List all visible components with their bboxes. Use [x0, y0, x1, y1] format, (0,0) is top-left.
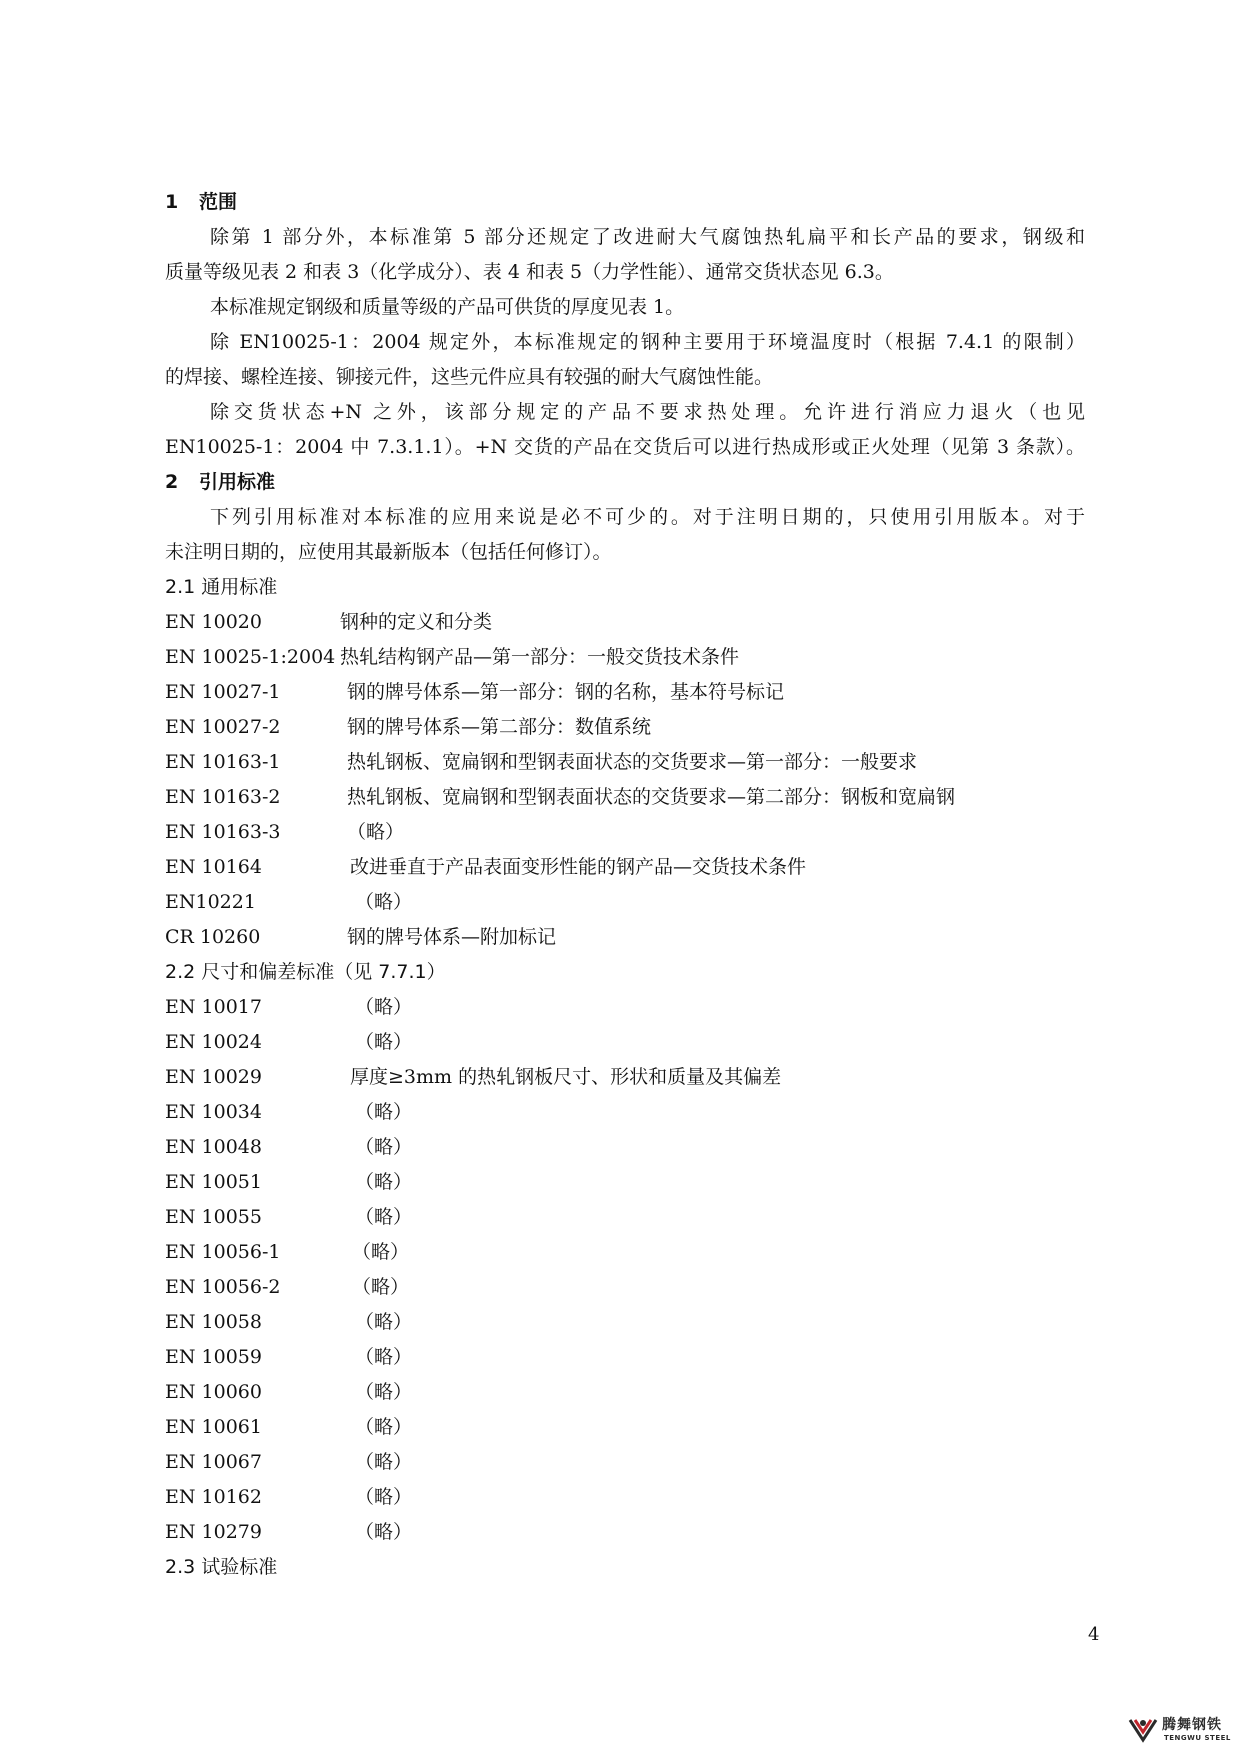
reference-code: EN 10163-2 — [165, 786, 281, 808]
reference-code: EN 10025-1:2004 — [165, 646, 336, 668]
reference-description: （略） — [355, 1416, 413, 1438]
reference-row — [165, 785, 1085, 809]
reference-description: （略） — [355, 1136, 413, 1158]
reference-description: （略） — [352, 1276, 410, 1298]
reference-code: EN 10056-2 — [165, 1276, 281, 1298]
reference-description: 改进垂直于产品表面变形性能的钢产品—交货技术条件 — [350, 856, 807, 878]
reference-row — [165, 890, 1085, 914]
reference-code: EN 10051 — [165, 1171, 262, 1193]
reference-row — [165, 1380, 1085, 1404]
s1-paragraph-3-line-2: 的焊接、螺栓连接、铆接元件，这些元件应具有较强的耐大气腐蚀性能。 — [165, 366, 774, 388]
reference-description: （略） — [355, 1101, 413, 1123]
s2-paragraph-1-line-1: 下列引用标准对本标准的应用来说是必不可少的。对于注明日期的，只使用引用版本。对于 — [210, 506, 1085, 528]
reference-description: 厚度≥3mm 的热轧钢板尺寸、形状和质量及其偏差 — [350, 1066, 782, 1088]
section-2-3-heading: 2.3 试验标准 — [165, 1556, 278, 1578]
section-2-title: 引用标准 — [199, 471, 276, 493]
reference-code: EN 10027-1 — [165, 681, 281, 703]
section-1-title: 范围 — [199, 191, 238, 213]
reference-description: （略） — [355, 1031, 413, 1053]
reference-code: CR 10260 — [165, 926, 261, 948]
reference-row — [165, 1100, 1085, 1124]
reference-description: （略） — [355, 1486, 413, 1508]
reference-row — [165, 995, 1085, 1019]
reference-row — [165, 1030, 1085, 1054]
reference-description: （略） — [352, 1241, 410, 1263]
section-1-heading — [165, 190, 1085, 214]
reference-description: 热轧钢板、宽扁钢和型钢表面状态的交货要求—第二部分：钢板和宽扁钢 — [347, 786, 956, 808]
s1-paragraph-1-line-2: 质量等级见表 2 和表 3（化学成分）、表 4 和表 5（力学性能）、通常交货状态见 6.3。 — [165, 261, 894, 283]
reference-description: （略） — [355, 1206, 413, 1228]
reference-row — [165, 1345, 1085, 1369]
reference-code: EN 10024 — [165, 1031, 262, 1053]
reference-row — [165, 715, 1085, 739]
reference-row — [165, 1205, 1085, 1229]
reference-row — [165, 1240, 1085, 1264]
reference-row — [165, 1275, 1085, 1299]
reference-description: 热轧结构钢产品—第一部分：一般交货技术条件 — [340, 646, 740, 668]
reference-code: EN 10061 — [165, 1416, 262, 1438]
reference-description: 钢的牌号体系—附加标记 — [347, 926, 557, 948]
s1-paragraph-1-line-1: 除第 1 部分外，本标准第 5 部分还规定了改进耐大气腐蚀热轧扁平和长产品的要求，钢级和 — [210, 226, 1085, 248]
reference-row — [165, 1065, 1085, 1089]
reference-description: （略） — [355, 996, 413, 1018]
reference-row — [165, 1450, 1085, 1474]
reference-description: （略） — [355, 1346, 413, 1368]
reference-row — [165, 820, 1085, 844]
reference-row — [165, 1170, 1085, 1194]
reference-description: （略） — [355, 1171, 413, 1193]
reference-row — [165, 1485, 1085, 1509]
section-2-number: 2 — [165, 471, 179, 493]
reference-code: EN 10027-2 — [165, 716, 281, 738]
reference-row — [165, 1310, 1085, 1334]
reference-code: EN 10034 — [165, 1101, 262, 1123]
s2-paragraph-1-line-2: 未注明日期的，应使用其最新版本（包括任何修订）。 — [165, 541, 612, 563]
reference-description: 钢的牌号体系—第一部分：钢的名称，基本符号标记 — [347, 681, 785, 703]
reference-row — [165, 1135, 1085, 1159]
reference-row — [165, 1520, 1085, 1544]
reference-code: EN 10164 — [165, 856, 262, 878]
logo-chinese-name: 腾舞钢铁 — [1162, 1717, 1222, 1733]
reference-description: （略） — [355, 1451, 413, 1473]
reference-description: （略） — [355, 891, 413, 913]
reference-description: 钢的牌号体系—第二部分：数值系统 — [347, 716, 652, 738]
reference-row — [165, 750, 1085, 774]
reference-description: 热轧钢板、宽扁钢和型钢表面状态的交货要求—第一部分：一般要求 — [347, 751, 918, 773]
reference-code: EN 10060 — [165, 1381, 262, 1403]
brand-logo — [1128, 1710, 1238, 1750]
reference-code: EN 10163-1 — [165, 751, 281, 773]
section-2-2-heading: 2.2 尺寸和偏差标准（见 7.7.1） — [165, 961, 446, 983]
reference-code: EN 10059 — [165, 1346, 262, 1368]
reference-row — [165, 855, 1085, 879]
reference-code: EN 10058 — [165, 1311, 262, 1333]
section-2-heading — [165, 470, 1085, 494]
reference-description: （略） — [355, 1381, 413, 1403]
page-number: 4 — [1088, 1624, 1100, 1645]
reference-row — [165, 680, 1085, 704]
reference-code: EN 10067 — [165, 1451, 262, 1473]
reference-code: EN 10017 — [165, 996, 262, 1018]
reference-code: EN 10020 — [165, 611, 262, 633]
reference-row — [165, 610, 1085, 634]
tengwu-steel-logo-icon — [1128, 1714, 1158, 1744]
reference-code: EN 10029 — [165, 1066, 262, 1088]
reference-row — [165, 925, 1085, 949]
s1-paragraph-2: 本标准规定钢级和质量等级的产品可供货的厚度见表 1。 — [210, 296, 685, 318]
reference-code: EN 10048 — [165, 1136, 262, 1158]
reference-description: （略） — [347, 821, 405, 843]
reference-description: （略） — [355, 1311, 413, 1333]
s1-paragraph-4-line-2: EN10025-1：2004 中 7.3.1.1）。+N 交货的产品在交货后可以进行热成形或正火处理（见第 3 条款）。 — [165, 436, 1085, 458]
reference-description: （略） — [355, 1521, 413, 1543]
reference-code: EN 10056-1 — [165, 1241, 281, 1263]
s1-paragraph-4-line-1: 除交货状态+N 之外，该部分规定的产品不要求热处理。允许进行消应力退火（也见 — [210, 401, 1085, 423]
reference-row — [165, 1415, 1085, 1439]
reference-code: EN10221 — [165, 891, 256, 913]
section-1-number: 1 — [165, 191, 179, 213]
reference-code: EN 10163-3 — [165, 821, 281, 843]
logo-english-name: TENGWU STEEL — [1164, 1734, 1231, 1742]
reference-code: EN 10162 — [165, 1486, 262, 1508]
reference-code: EN 10279 — [165, 1521, 262, 1543]
s1-paragraph-3-line-1: 除 EN10025-1：2004 规定外，本标准规定的钢种主要用于环境温度时（根据 7.4.1 的限制） — [210, 331, 1085, 353]
reference-row — [165, 645, 1085, 669]
reference-description: 钢种的定义和分类 — [340, 611, 493, 633]
reference-code: EN 10055 — [165, 1206, 262, 1228]
section-2-1-heading: 2.1 通用标准 — [165, 576, 278, 598]
